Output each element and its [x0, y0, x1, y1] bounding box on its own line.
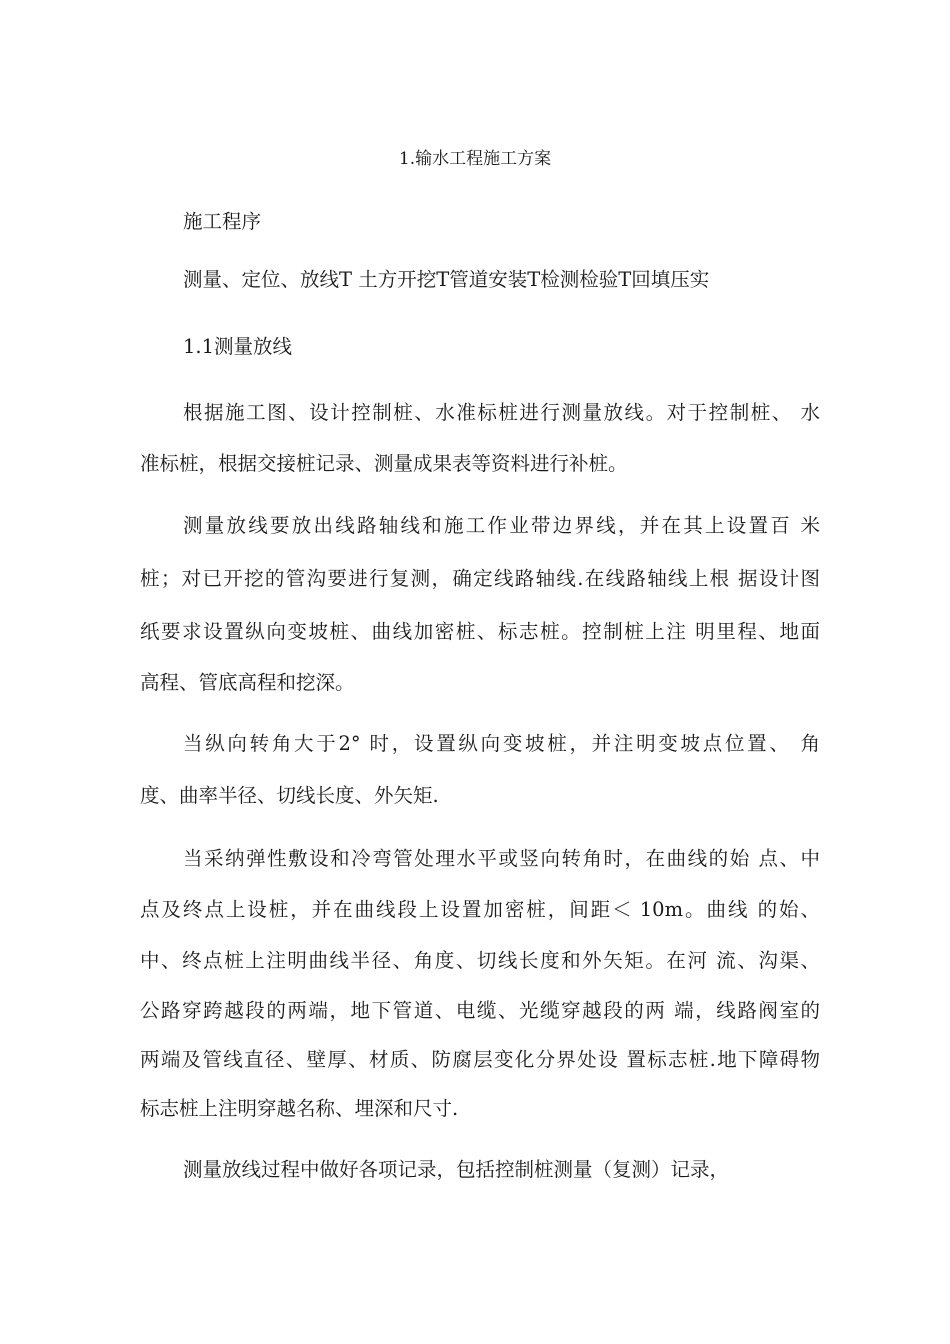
paragraph-line: 测量放线要放出线路轴线和施工作业带边界线，并在其上设置百 米 [183, 514, 820, 537]
paragraph-line: 当采纳弹性敷设和冷弯管处理水平或竖向转角时，在曲线的始 点、中 [183, 847, 820, 870]
paragraph-line: 度、曲率半径、切线长度、外矢矩. [140, 784, 439, 807]
paragraph-line: 公路穿跨越段的两端，地下管道、电缆、光缆穿越段的两 端，线路阀室的 [140, 999, 820, 1022]
paragraph-line: 两端及管线直径、壁厚、材质、防腐层变化分界处设 置标志桩.地下障碍物 [140, 1048, 820, 1071]
paragraph-line: 测量放线过程中做好各项记录，包括控制桩测量（复测）记录， [183, 1158, 730, 1181]
paragraph-line: 当纵向转角大于2° 时，设置纵向变坡桩，并注明变坡点位置、 角 [183, 732, 820, 755]
paragraph-line: 准标桩，根据交接桩记录、测量成果表等资料进行补桩。 [140, 452, 628, 475]
paragraph-line: 桩；对已开挖的管沟要进行复测，确定线路轴线.在线路轴线上根 据设计图 [140, 567, 820, 590]
paragraph-line: 纸要求设置纵向变坡桩、曲线加密桩、标志桩。控制桩上注 明里程、地面 [140, 620, 820, 643]
paragraph-line: 点及终点上设桩，并在曲线段上设置加密桩，间距＜ 10m。曲线 的始、 [140, 898, 820, 921]
paragraph-line: 根据施工图、设计控制桩、水准标桩进行测量放线。对于控制桩、 水 [183, 401, 820, 424]
paragraph-line: 标志桩上注明穿越名称、埋深和尺寸. [140, 1097, 459, 1120]
document-title: 1.输水工程施工方案 [398, 149, 552, 169]
section-heading-survey: 1.1测量放线 [183, 335, 293, 358]
procedure-sequence: 测量、定位、放线T 土方开挖T管道安装T检测检验T回填压实 [183, 268, 710, 291]
paragraph-line: 高程、管底高程和挖深。 [140, 671, 355, 694]
paragraph-line: 中、终点桩上注明曲线半径、角度、切线长度和外矢矩。在河 流、沟渠、 [140, 949, 820, 972]
section-heading-procedure: 施工程序 [183, 210, 262, 233]
